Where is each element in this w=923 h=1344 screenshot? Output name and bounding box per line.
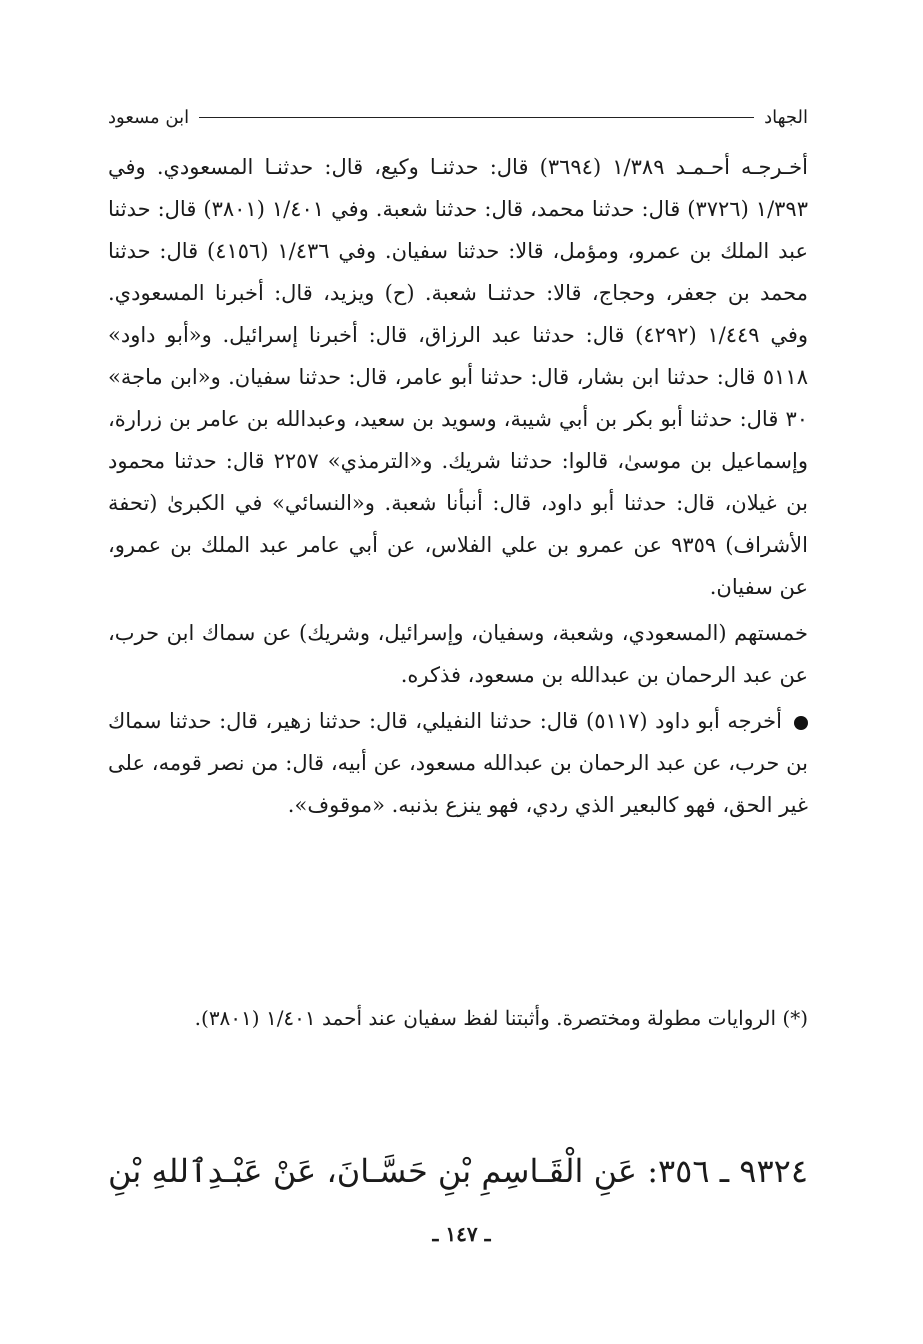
page-number: ـ ١٤٧ ـ xyxy=(432,1222,491,1246)
book-title: ابن مسعود xyxy=(108,106,190,128)
main-text xyxy=(108,146,808,826)
footnote xyxy=(108,998,808,1038)
paragraph-mawquf-text: أخرجه أبو داود (٥١١٧) قال: حدثنا النفيلي، قال: حدثنا زهير، قال: حدثنا سماك بن حرب، عن عبد الرحمان بن عبدالله مسعود، عن أبيه، قال: من نصر قومه، على غير الحق، فهو كالبعير الذي ردي، فهو ينزع بذنبه. «موقوف». xyxy=(108,709,808,817)
paragraph-sources: أخـرجـه أحـمـد ١/٣٨٩ (٣٦٩٤) قال: حدثنـا وكيع، قال: حدثنـا المسعودي. وفي ١/٣٩٣ (٣٧٢٦) قال: حدثنا محمد، قال: حدثنا شعبة. وفي ١/٤٠١ (٣٨٠١) قال: حدثنا عبد الملك بن عمرو، ومؤمل، قالا: حدثنا سفيان. وفي ١/٤٣٦ (٤١٥٦) قال: حدثنا محمد بن جعفر، وحجاج، قالا: حدثنـا شعبة. (ح) ويزيد، قال: أخبرنا المسعودي. وفي ١/٤٤٩ (٤٢٩٢) قال: حدثنا عبد الرزاق، قال: أخبرنا إسرائيل. و«أبو داود» ٥١١٨ قال: حدثنا ابن بشار، قال: حدثنا أبو عامر، قال: حدثنا سفيان. و«ابن ماجة» ٣٠ قال: حدثنا أبو بكر بن أبي شيبة، وسويد بن سعيد، وعبدالله بن عامر بن زرارة، وإسماعيل بن موسىٰ، قالوا: حدثنا شريك. و«الترمذي» ٢٢٥٧ قال: حدثنا محمود بن غيلان، قال: حدثنا أبو داود، قال: أنبأنا شعبة. و«النسائي» في الكبرىٰ (تحفة الأشراف) ٩٣٥٩ عن عمرو بن علي الفلاس، عن أبي عامر عبد الملك بن عمرو، عن سفيان. xyxy=(108,155,809,599)
next-hadith-heading: ٩٣٢٤ ـ ٣٥٦: عَنِ الْقَـاسِمِ بْنِ حَسَّـانَ، عَنْ عَبْـدِٱللهِ بْنِ xyxy=(108,1152,808,1190)
header-rule xyxy=(199,117,754,118)
paragraph-mawquf xyxy=(108,700,808,826)
paragraph-summary: خمستهم (المسعودي، وشعبة، وسفيان، وإسرائيل، وشريك) عن سماك ابن حرب، عن عبد الرحمان بن عبدالله بن مسعود، فذكره. xyxy=(108,621,808,687)
footnote-text: (*) الروايات مطولة ومختصرة. وأثبتنا لفظ سفيان عند أحمد ١/٤٠١ (٣٨٠١). xyxy=(194,1006,808,1030)
running-header xyxy=(108,102,808,132)
bullet-icon xyxy=(794,716,808,730)
chapter-title: الجهاد xyxy=(764,106,808,128)
